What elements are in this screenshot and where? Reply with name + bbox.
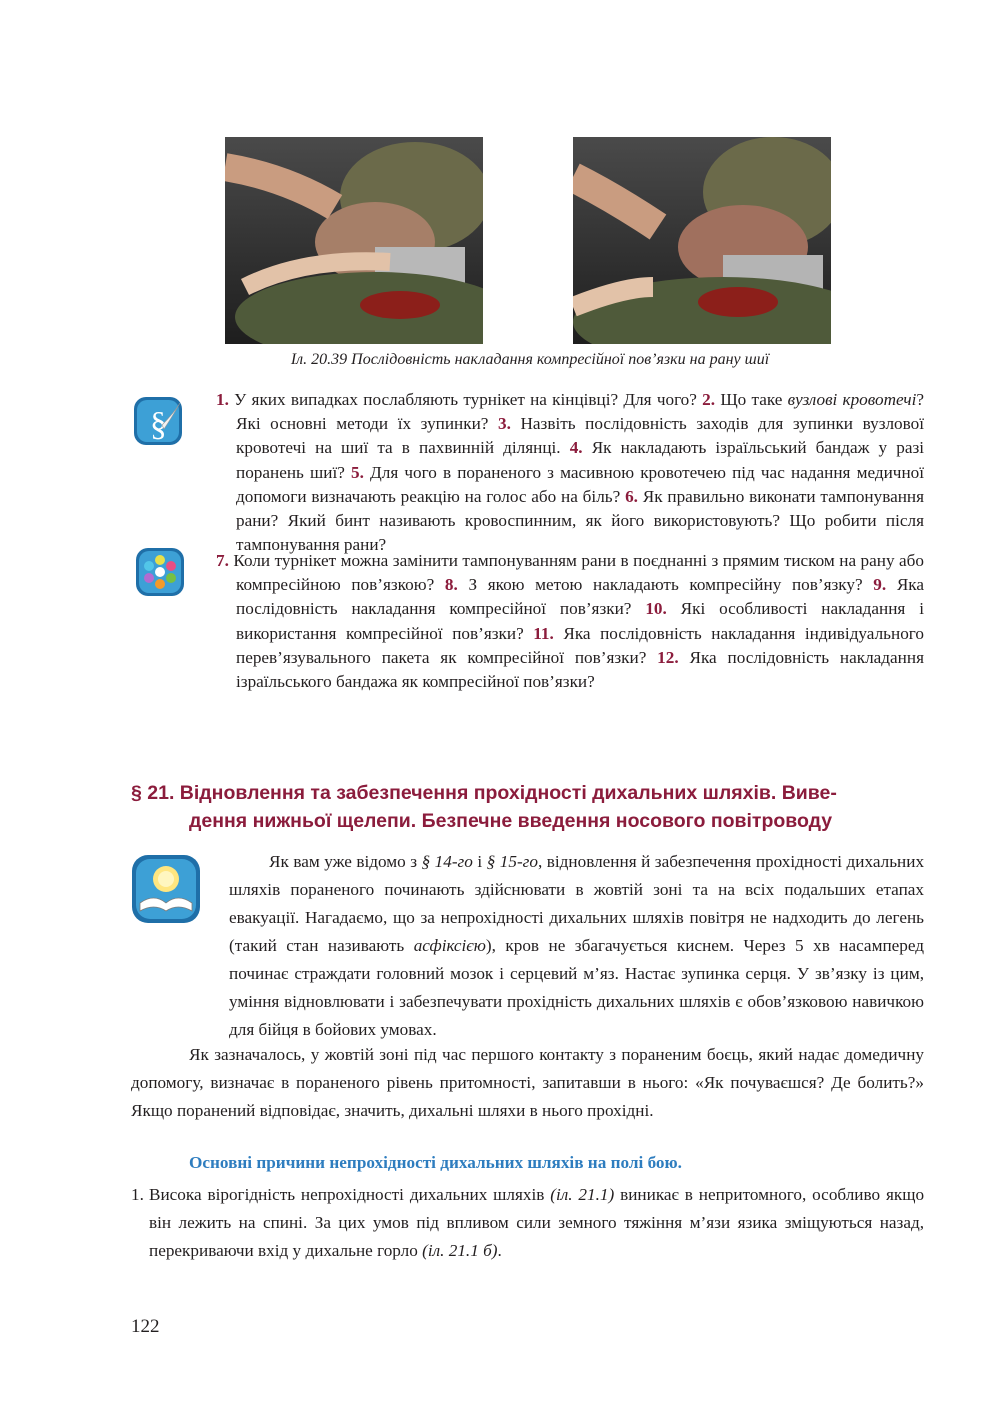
questions-icon [132, 395, 184, 447]
intro-text-part: Як вам уже відомо з [269, 852, 418, 871]
figure-reference: (іл. 21.1) [550, 1185, 615, 1204]
intro-text-part: , відновлення й забезпечення прохідності дихальних шляхів пораненого починають здійснювати в жовтій зоні та на всіх подальших етапах евакуації. Нагадаємо, що за непрохідності дихальних шляхів повітря не надходить до легень (такий стан називають [229, 852, 925, 955]
question-number: 2. [702, 390, 716, 409]
questions-paragraph [216, 388, 924, 557]
section-reference: § 15-го [486, 852, 538, 871]
section-title [131, 779, 931, 835]
question-number: 11. [533, 623, 554, 643]
list-item-text [149, 1181, 924, 1265]
question-number: 10. [645, 599, 667, 619]
question-number: 8. [444, 575, 458, 595]
question-number: 12. [657, 647, 679, 667]
question-text: У яких випадках послабляють турнікет на кінцівці? Для чого? [234, 390, 697, 409]
question-number: 6. [625, 486, 638, 506]
section-reference: § 14-го [421, 852, 473, 871]
question-number: 3. [498, 414, 511, 434]
question-text: ? Які основні методи їх зупинки? [236, 390, 925, 434]
question-number: 1. [216, 390, 229, 409]
page-number: 122 [131, 1316, 160, 1337]
svg-text:§: § [150, 406, 167, 443]
subheading-causes: Основні причини непрохідності дихальних шляхів на полі бою. [189, 1153, 682, 1172]
list-text-part: Висока вірогідність непрохідності дихальних шляхів [149, 1185, 545, 1204]
questions-block-1 [216, 388, 924, 557]
term-asphyxia: асфіксією [413, 936, 486, 955]
questions-block-2 [216, 549, 924, 694]
question-text: Коли турнікет можна замінити тампонуванням рани в поєднанні з прямим тиском на рану або компресійною пов’язкою? [233, 551, 925, 595]
section-title-line-1: § 21. Відновлення та забезпечення прохідності дихальних шляхів. Виве- [131, 782, 837, 804]
photo-bandage-step-1 [225, 137, 483, 344]
tasks-icon [134, 546, 186, 598]
intro-paragraph [131, 848, 924, 1044]
question-number: 7. [216, 551, 229, 570]
paragraph-text: Як зазначалось, у жовтій зоні під час першого контакту з пораненим боєць, який надає домедичну допомогу, визначає в пораненого рівень притомності, запитавши в нього: «Як почуваєшся? Де болить?» Якщо поранений відповідає, значить, дихальні шляхи в нього прохідні. [131, 1045, 924, 1120]
question-number: 5. [351, 462, 364, 482]
list-item [131, 1181, 924, 1265]
question-text: Назвіть послідовність заходів для зупинки вузлової кровотечі на шиї та в пахвинній ділянці. [236, 414, 925, 458]
question-text: З якою метою накладають компресійну пов’язку? [468, 575, 863, 595]
question-number: 9. [873, 575, 887, 595]
question-text: Яка послідовність накладання компресійної пов’язки? [236, 575, 924, 619]
question-text: Для чого в пораненого з масивною кровотечею під час надання медичної допомоги визначають реакцію на голос або на біль? [236, 462, 925, 506]
paragraph-consciousness [131, 1041, 924, 1125]
intro-text [131, 848, 924, 1044]
question-text: Як правильно виконати тампонування рани? Який бинт називають кровоспинним, як його використовують? Що робити після тампонування рани? [236, 486, 925, 555]
intro-text-part: і [477, 852, 483, 871]
question-term: вузлові кровотечі [787, 390, 917, 409]
figure-reference: (іл. 21.1 б) [422, 1241, 498, 1260]
question-text: Які особливості накладання і використання компресійної пов’язки? [236, 599, 924, 643]
intro-text-part: ), кров не збагачується киснем. Через 5 хв насамперед починає страждати головний мозок і серцевий м’яз. Настає зупинка серця. У зв’язку із цим, уміння відновлювати і забезпечувати прохідність дихальних шляхів є обов’язковою навичкою для бійця в бойових умовах. [229, 936, 925, 1039]
question-text: Яка послідовність накладання ізраїльського бандажа як компресійної пов’язки? [236, 647, 924, 692]
question-text: Як накладають ізраїльський бандаж у разі поранень шиї? [236, 438, 925, 482]
question-number: 4. [569, 438, 583, 458]
question-text: Яка послідовність накладання індивідуального перев’язувального пакета як компресійної пов’язки? [236, 623, 925, 667]
question-text: Що таке [720, 390, 783, 409]
questions-paragraph [216, 549, 924, 694]
causes-list [131, 1181, 924, 1265]
figure-caption: Іл. 20.39 Послідовність накладання компресійної пов’язки на рану шиї [290, 351, 770, 368]
list-text-part: виникає в непритомного, особливо якщо він лежить на спині. За цих умов під впливом сили земного тяжіння м’язи язика зміщуються назад, перекриваючи вхід у дихальне горло [149, 1185, 925, 1260]
photo-bandage-step-2 [573, 137, 831, 344]
list-text-part: . [497, 1241, 502, 1260]
list-item-number: 1. [131, 1185, 144, 1204]
section-title-line-2: дення нижньої щелепи. Безпечне введення носового повітроводу [189, 810, 833, 832]
